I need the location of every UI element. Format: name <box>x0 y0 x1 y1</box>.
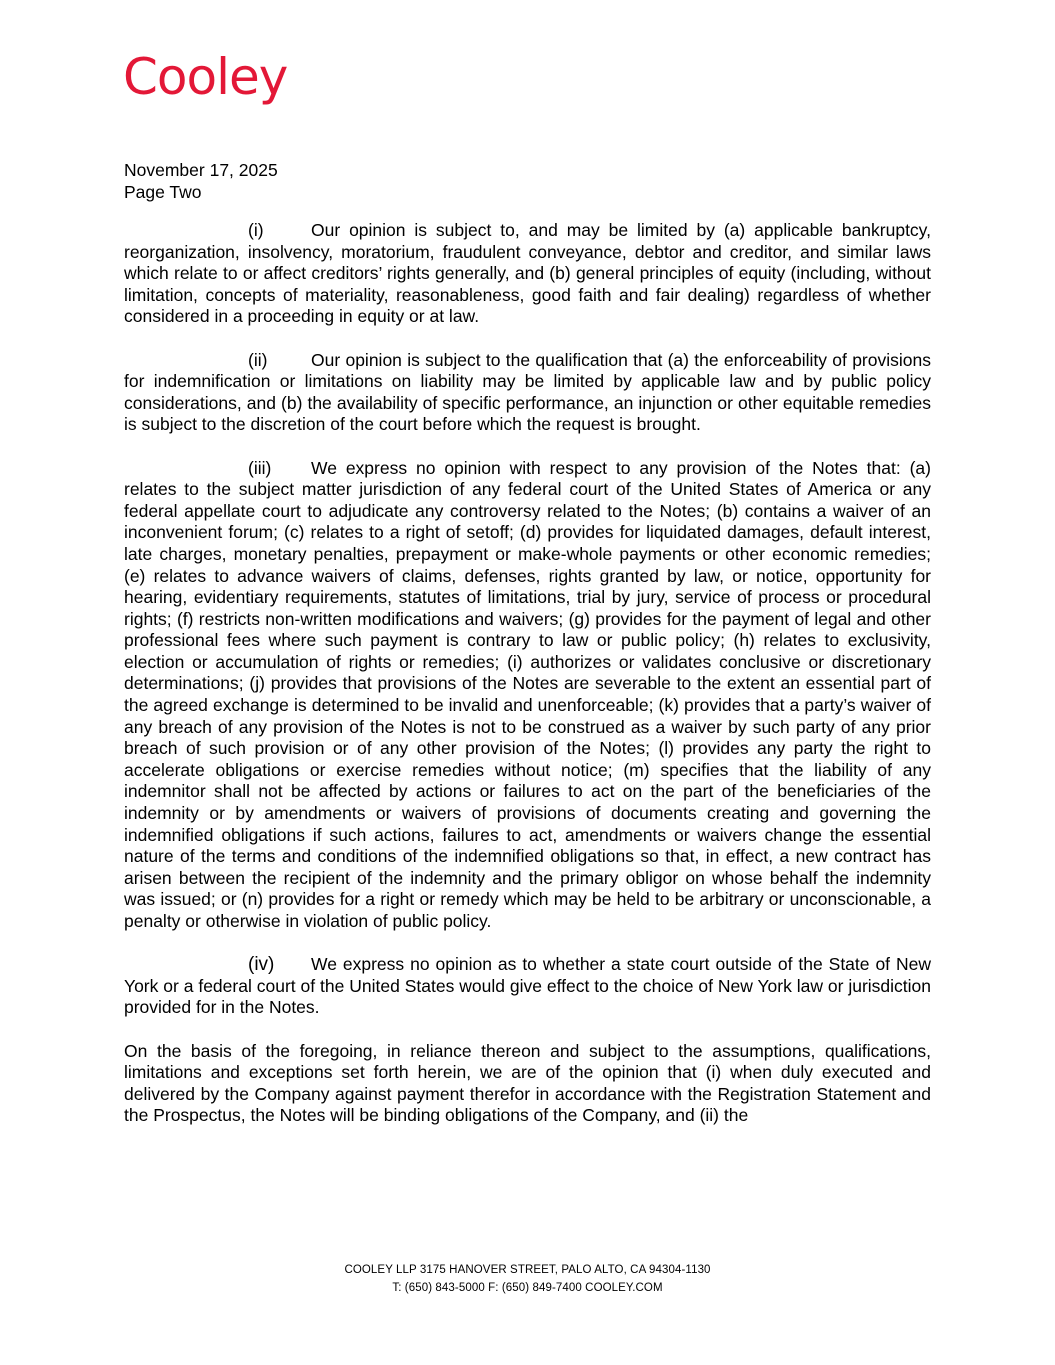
qualification-paragraph-iii <box>124 458 931 933</box>
cooley-logo: Cooley <box>123 48 288 106</box>
qualification-paragraph-ii <box>124 350 931 436</box>
letter-body <box>124 220 931 1149</box>
qualification-paragraph-iv <box>124 954 931 1019</box>
paragraph-text: Our opinion is subject to the qualification that (a) the enforceability of provisions for indemnification or limitations on liability may be limited by applicable law and by public policy considerations, and (b) the availability of specific performance, an injunction or other equitable remedies is subject to the discretion of the court before which the request is brought. <box>124 349 931 435</box>
letter-footer <box>0 1261 1055 1297</box>
footer-contact: T: (650) 843-5000 F: (650) 849-7400 COOLEY.COM <box>392 1282 663 1294</box>
opinion-paragraph: On the basis of the foregoing, in reliance thereon and subject to the assumptions, qualifications, limitations and exceptions set forth herein, we are of the opinion that (i) when duly executed and delivered by the Company against payment therefor in accordance with the Registration Statement and the Prospectus, the Notes will be binding obligations of the Company, and (ii) the <box>124 1040 931 1126</box>
paragraph-label: (i) <box>248 220 264 240</box>
paragraph-text: Our opinion is subject to, and may be limited by (a) applicable bankruptcy, reorganization, insolvency, moratorium, fraudulent conveyance, debtor and creditor, and similar laws which relate to or affect creditors’ rights generally, and (b) general principles of equity (including, without limitation, concepts of materiality, reasonableness, good faith and fair dealing) regardless of whether considered in a proceeding in equity or at law. <box>124 220 931 327</box>
page-number: Page Two <box>124 181 202 202</box>
paragraph-label: (ii) <box>248 349 268 370</box>
paragraph-label: (iii) <box>248 457 272 478</box>
letter-header <box>124 160 278 203</box>
paragraph-text: We express no opinion with respect to any provision of the Notes that: (a) relates to the subject matter jurisdiction of any federal court of the United States of America or any federal appellate court to adjudicate any controversy related to the Notes; (b) contains a waiver of an inconvenient forum; (c) relates to a right of setoff; (d) provides for liquidated damages, default interest, late charges, monetary penalties, prepayment or make-whole payments or other economic remedies; (e) relates to advance waivers of claims, defenses, rights granted by law, or notice, opportunity for hearing, evidentiary requirements, statutes of limitations, trial by jury, service of process or procedural rights; (f) restricts non-written modifications and waivers; (g) provides for the payment of legal and other professional fees where such payment is contrary to law or public policy; (h) relates to exclusivity, election or accumulation of rights or remedies; (i) authorizes or validates conclusive or discretionary determinations; (j) provides that provisions of the Notes are severable to the extent an essential part of the agreed exchange is determined to be invalid and unenforceable; (k) provides that a party’s waiver of any breach of any provision of the Notes is not to be construed as a waiver by such party of any prior breach of such provision or of any other provision of the Notes; (l) provides any party the right to accelerate obligations or exercise remedies without notice; (m) specifies that the liability of any indemnitor shall not be affected by actions or failures to act on the part of the beneficiaries of the indemnity or by amendments or waivers of provisions of documents creating and governing the indemnified obligations if such actions, failures to act, amendments or waivers change the essential nature of the terms and conditions of the indemnified obligations so that, in effect, a new contract has arisen between the recipient of the indemnity and the primary obligor on whose behalf the indemnity was issued; or (n) provides for a right or remedy which may be held to be arbitrary or unconscionable, a penalty or otherwise in violation of public policy. <box>124 457 931 931</box>
paragraph-label: (iv) <box>248 954 275 976</box>
footer-address: COOLEY LLP 3175 HANOVER STREET, PALO ALTO, CA 94304-1130 <box>344 1264 711 1276</box>
qualification-paragraph-i <box>124 220 931 328</box>
paragraph-text: We express no opinion as to whether a state court outside of the State of New York or a federal court of the United States would give effect to the choice of New York law or jurisdiction provided for in the Notes. <box>124 954 931 1018</box>
letter-date: November 17, 2025 <box>124 160 278 180</box>
